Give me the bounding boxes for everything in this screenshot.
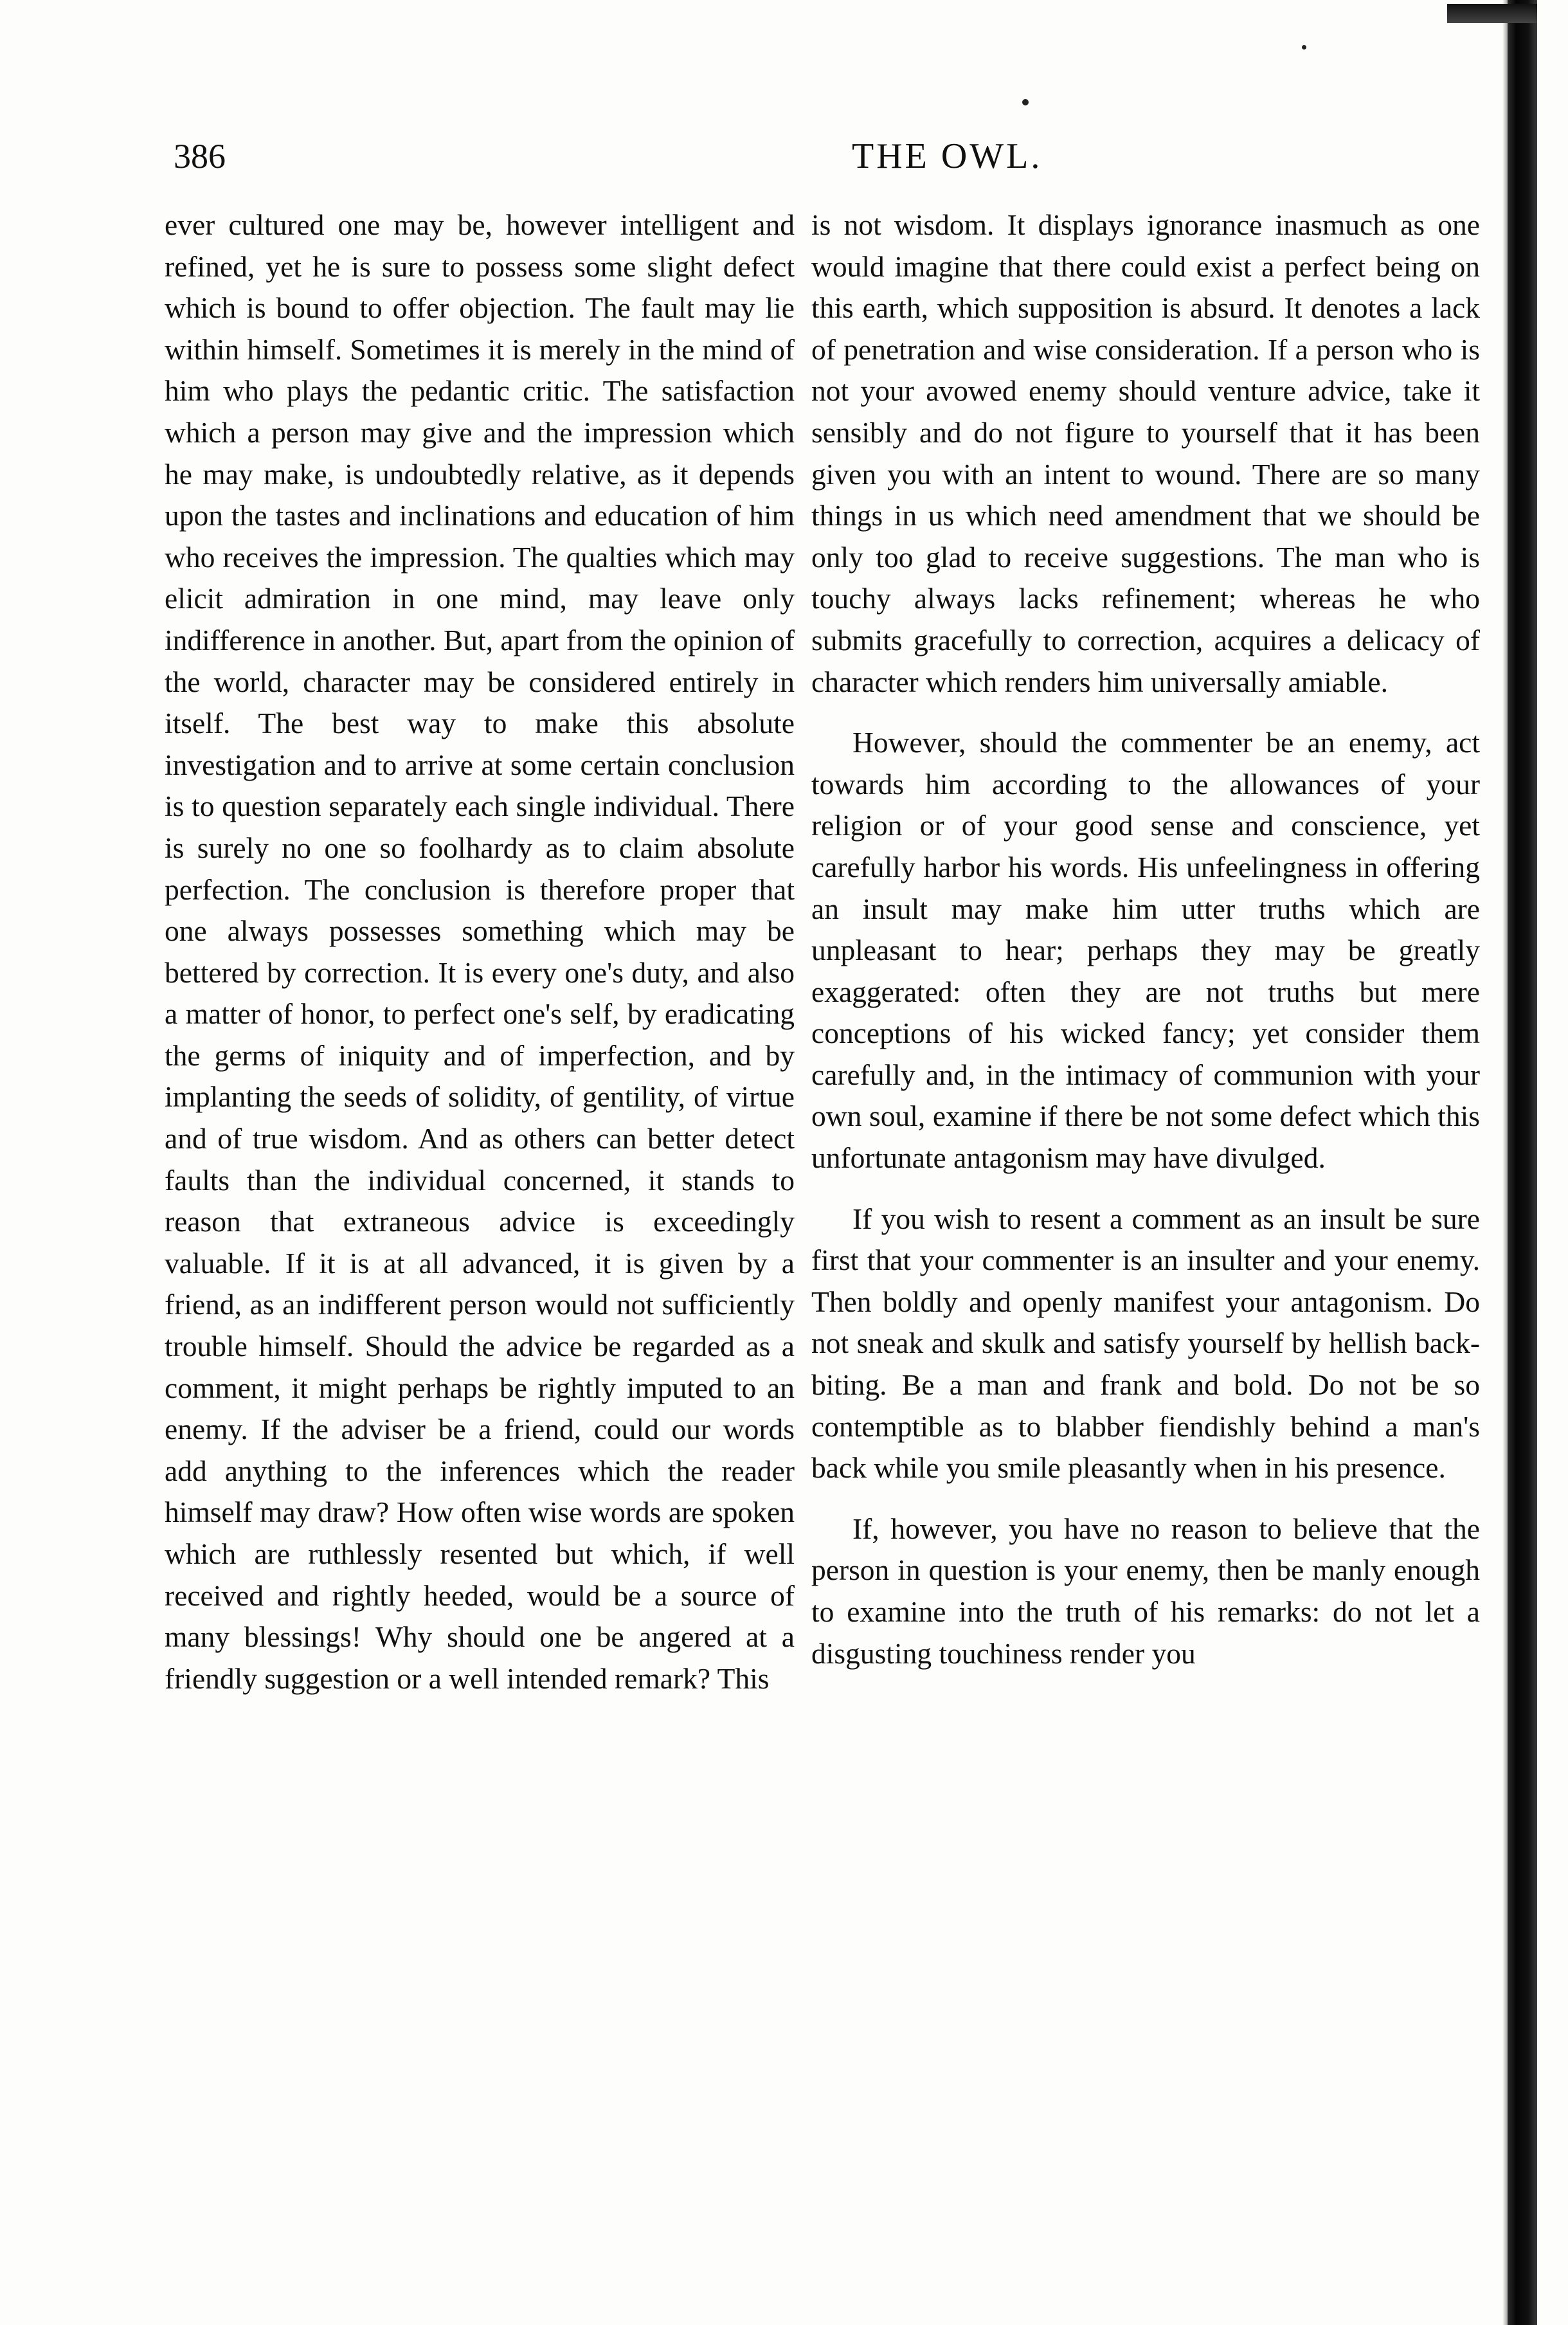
page-number: 386 bbox=[174, 137, 226, 176]
binding-cap bbox=[1447, 4, 1537, 23]
binding-shadow bbox=[1502, 0, 1508, 2325]
running-header bbox=[174, 134, 1459, 179]
paragraph: If you wish to resent a comment as an insult be sure first that your commenter is an insulter and your enemy. Then boldly and openly manifest your antagonism. Do not sneak and skulk and satisfy yourself by hellish back-biting. Be a man and frank and bold. Do not be so contemptible as to blabber fiendishly behind a man's back while you smile pleasantly when in his presence. bbox=[811, 1202, 1480, 1485]
paragraph: However, should the commenter be an enemy, act towards him according to the allowances of your religion or of your good sense and conscience, yet carefully harbor his words. His unfeelingness in offering an insult may make him utter truths which are unpleasant to hear; perhaps they may be greatly exaggerated: often they are not truths but mere conceptions of his wicked fancy; yet consider them carefully and, in the intimacy of communion with your own soul, examine if there be not some defect which this unfortunate antagonism may have divulged. bbox=[811, 726, 1480, 1175]
ink-speck bbox=[1022, 99, 1029, 105]
paragraph: ever cultured one may be, however intelligent and refined, yet he is sure to possess some slight defect which is bound to offer objection. The fault may lie within himself. Sometimes it is merely in the mind of him who plays the pedantic critic. The satisfaction which a person may give and the impression which he may make, is undoubtedly relative, as it depends upon the tastes and inclinations and education of him who receives the impression. The qualties which may elicit admiration in one mind, may leave only indifference in another. But, apart from the opinion of the world, character may be considered entirely in itself. The best way to make this absolute investigation and to arrive at some certain conclusion is to question separately each single individual. There is surely no one so foolhardy as to claim absolute perfection. The conclusion is therefore proper that one always possesses something which may be bettered by correction. It is every one's duty, and also a matter of honor, to perfect one's self, by eradicating the germs of iniquity and of imperfection, and by implanting the seeds of solidity, of gentility, of virtue and of true wisdom. And as others can better detect faults than the individual concerned, it stands to reason that extraneous advice is exceedingly valuable. If it is at all advanced, it is given by a friend, as an indifferent person would not sufficiently trouble himself. Should the advice be regarded as a comment, it might perhaps be rightly imputed to an enemy. If the adviser be a friend, could our words add anything to the inferences which the reader himself may draw? How often wise words are spoken which are ruthlessly resented but which, if well received and rightly heeded, would be a source of many blessings! Why should one be angered at a friendly suggestion or a well intended remark? This bbox=[165, 208, 795, 1695]
running-title: THE OWL. bbox=[852, 136, 1043, 176]
ink-speck bbox=[1302, 45, 1306, 50]
paragraph: is not wisdom. It displays ignorance inasmuch as one would imagine that there could exist a perfect being on this earth, which supposition is absurd. It denotes a lack of penetration and wise consideration. If a person who is not your avowed enemy should venture advice, take it sensibly and do not figure to yourself that it has been given you with an intent to wound. There are so many things in us which need amendment that we should be only too glad to receive suggestions. The man who is touchy always lacks refinement; whereas he who submits gracefully to correction, acquires a delicacy of character which renders him universally amiable. bbox=[811, 208, 1480, 698]
book-binding-edge bbox=[1508, 0, 1537, 2325]
paragraph: If, however, you have no reason to believe that the person in question is your enemy, then be manly enough to examine into the truth of his remarks: do not let a disgusting touchiness render you bbox=[811, 1512, 1480, 1670]
left-column bbox=[165, 204, 795, 2307]
right-column bbox=[811, 204, 1480, 2307]
